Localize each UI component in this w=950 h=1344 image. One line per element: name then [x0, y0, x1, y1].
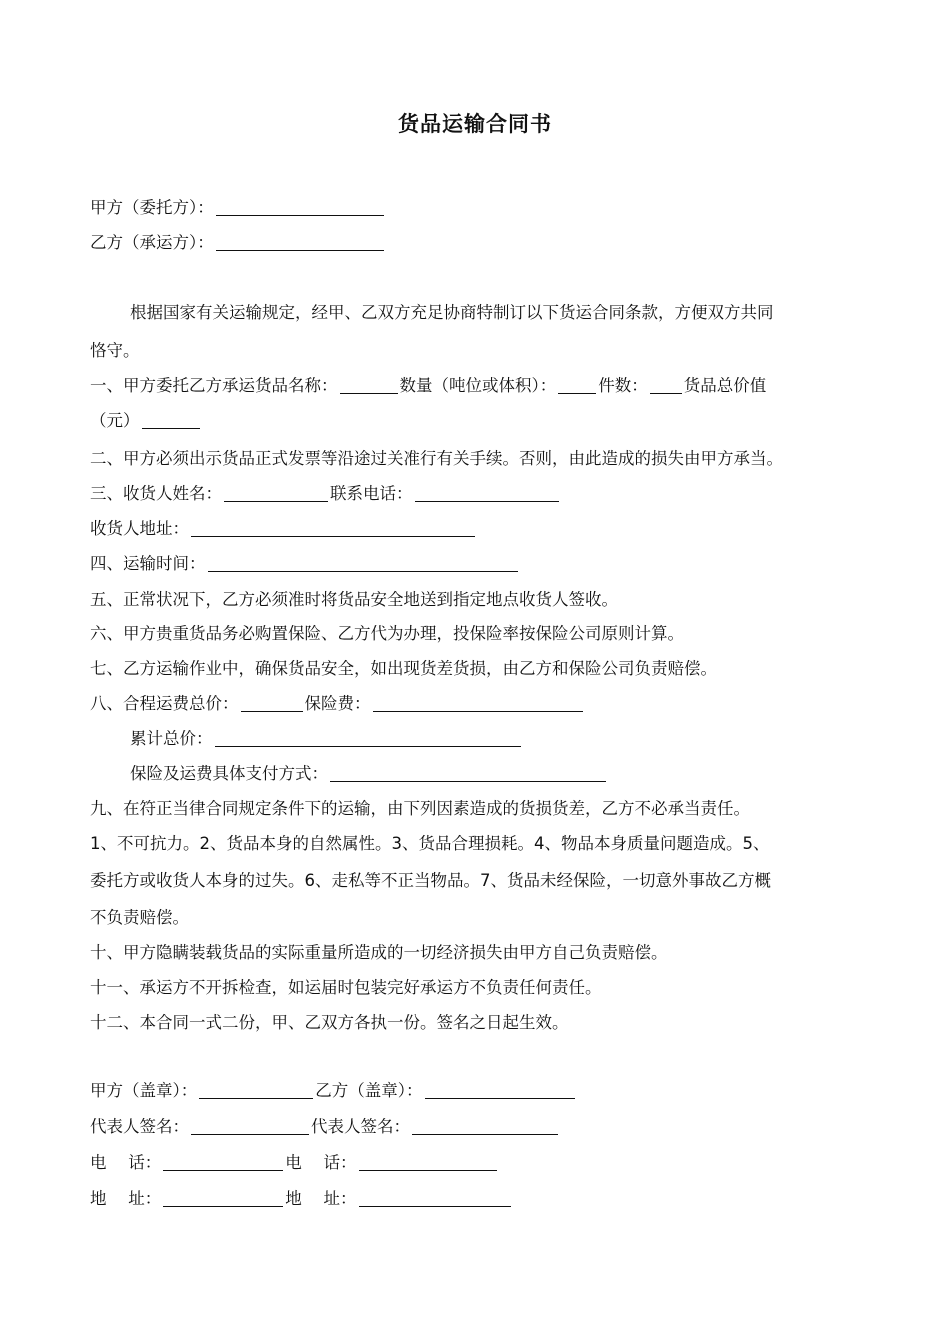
clause-12: 十二、本合同一式二份，甲、乙双方各执一份。签名之日起生效。: [90, 1013, 569, 1032]
document-title: 货品运输合同书: [398, 112, 552, 136]
clause-3-line: [90, 482, 561, 506]
cargo-name-label: 一、甲方委托乙方承运货品名称：: [90, 376, 338, 395]
party-a-label: 甲方（委托方）：: [90, 198, 214, 217]
party-a-address-label: 地 址：: [90, 1189, 162, 1208]
total-value-label: 货品总价值: [683, 376, 767, 395]
cargo-name-blank[interactable]: [340, 376, 398, 394]
party-b-blank[interactable]: [216, 233, 384, 251]
party-a-address-blank[interactable]: [163, 1189, 283, 1207]
party-b-rep-blank[interactable]: [412, 1117, 558, 1135]
seal-line: [90, 1079, 577, 1103]
pieces-label: 件数：: [598, 376, 648, 395]
payment-method-blank[interactable]: [330, 764, 606, 782]
party-a-seal-blank[interactable]: [199, 1081, 313, 1099]
party-b-line: [90, 231, 386, 255]
clause-5: 五、正常状况下，乙方必须准时将货品安全地送到指定地点收货人签收。: [90, 590, 618, 609]
clause-11: 十一、承运方不开拆检查，如运届时包装完好承运方不负责任何责任。: [90, 978, 602, 997]
cumulative-total-blank[interactable]: [215, 729, 521, 747]
intro-line-1: 根据国家有关运输规定，经甲、乙双方充足协商特制订以下货运合同条款，方便双方共同: [130, 303, 774, 322]
consignee-address-line: [90, 517, 477, 541]
intro-line-2: 恪守。: [90, 341, 140, 360]
consignee-name-blank[interactable]: [224, 484, 328, 502]
freight-total-blank[interactable]: [241, 694, 303, 712]
total-value-blank[interactable]: [142, 411, 200, 429]
clause-10: 十、甲方隐瞒装载货品的实际重量所造成的一切经济损失由甲方自己负责赔偿。: [90, 943, 668, 962]
consignee-address-label: 收货人地址：: [90, 519, 189, 538]
payment-method-label: 保险及运费具体支付方式：: [130, 764, 328, 783]
party-a-line: [90, 196, 386, 220]
yuan-label: （元）: [90, 411, 140, 430]
party-a-seal-label: 甲方（盖章）：: [90, 1081, 198, 1100]
party-a-blank[interactable]: [216, 198, 384, 216]
clause-8-line: [90, 692, 585, 716]
party-b-phone-blank[interactable]: [359, 1153, 497, 1171]
clause-1-line: [90, 374, 766, 398]
party-b-label: 乙方（承运方）：: [90, 233, 214, 252]
quantity-blank[interactable]: [558, 376, 596, 394]
clause-6: 六、甲方贵重货品务必购置保险、乙方代为办理，投保险率按保险公司原则计算。: [90, 624, 684, 643]
clause-9-item-line-3: 不负责赔偿。: [90, 908, 189, 927]
clause-7: 七、乙方运输作业中，确保货品安全，如出现货差货损，由乙方和保险公司负责赔偿。: [90, 659, 717, 678]
freight-total-label: 八、合程运费总价：: [90, 694, 239, 713]
pieces-blank[interactable]: [650, 376, 682, 394]
transport-time-blank[interactable]: [208, 554, 518, 572]
address-line: [90, 1187, 513, 1211]
insurance-fee-blank[interactable]: [373, 694, 583, 712]
clause-9: 九、在符正当律合同规定条件下的运输，由下列因素造成的货损货差，乙方不必承当责任。: [90, 799, 750, 818]
party-b-seal-label: 乙方（盖章）：: [315, 1081, 423, 1100]
quantity-label: 数量（吨位或体积）：: [399, 376, 557, 395]
party-b-rep-label: 代表人签名：: [311, 1117, 410, 1136]
cumulative-total-label: 累计总价：: [130, 729, 213, 748]
party-a-rep-label: 代表人签名：: [90, 1117, 189, 1136]
transport-time-label: 四、运输时间：: [90, 554, 206, 573]
clause-9-item-line-2: 委托方或收货人本身的过失。6、走私等不正当物品。7、货品未经保险，一切意外事故乙方概: [90, 871, 771, 890]
consignee-address-blank[interactable]: [191, 519, 475, 537]
party-a-phone-blank[interactable]: [163, 1153, 283, 1171]
party-b-phone-label: 电 话：: [285, 1153, 357, 1172]
clause-2: 二、甲方必须出示货品正式发票等沿途过关准行有关手续。否则，由此造成的损失由甲方承当。: [90, 449, 783, 468]
cumulative-total-line: [130, 727, 523, 751]
clause-9-item-line-1: 1、不可抗力。2、货品本身的自然属性。3、货品合理损耗。4、物品本身质量问题造成。5、: [90, 834, 770, 853]
consignee-name-label: 三、收货人姓名：: [90, 484, 222, 503]
contact-phone-blank[interactable]: [415, 484, 559, 502]
phone-line: [90, 1151, 499, 1175]
clause-1-line-2: [90, 409, 202, 433]
party-a-rep-blank[interactable]: [191, 1117, 309, 1135]
party-b-address-blank[interactable]: [359, 1189, 511, 1207]
contact-phone-label: 联系电话：: [330, 484, 413, 503]
representative-line: [90, 1115, 560, 1139]
party-a-phone-label: 电 话：: [90, 1153, 162, 1172]
party-b-seal-blank[interactable]: [425, 1081, 575, 1099]
clause-4-line: [90, 552, 520, 576]
payment-method-line: [130, 762, 608, 786]
insurance-fee-label: 保险费：: [304, 694, 371, 713]
party-b-address-label: 地 址：: [285, 1189, 357, 1208]
